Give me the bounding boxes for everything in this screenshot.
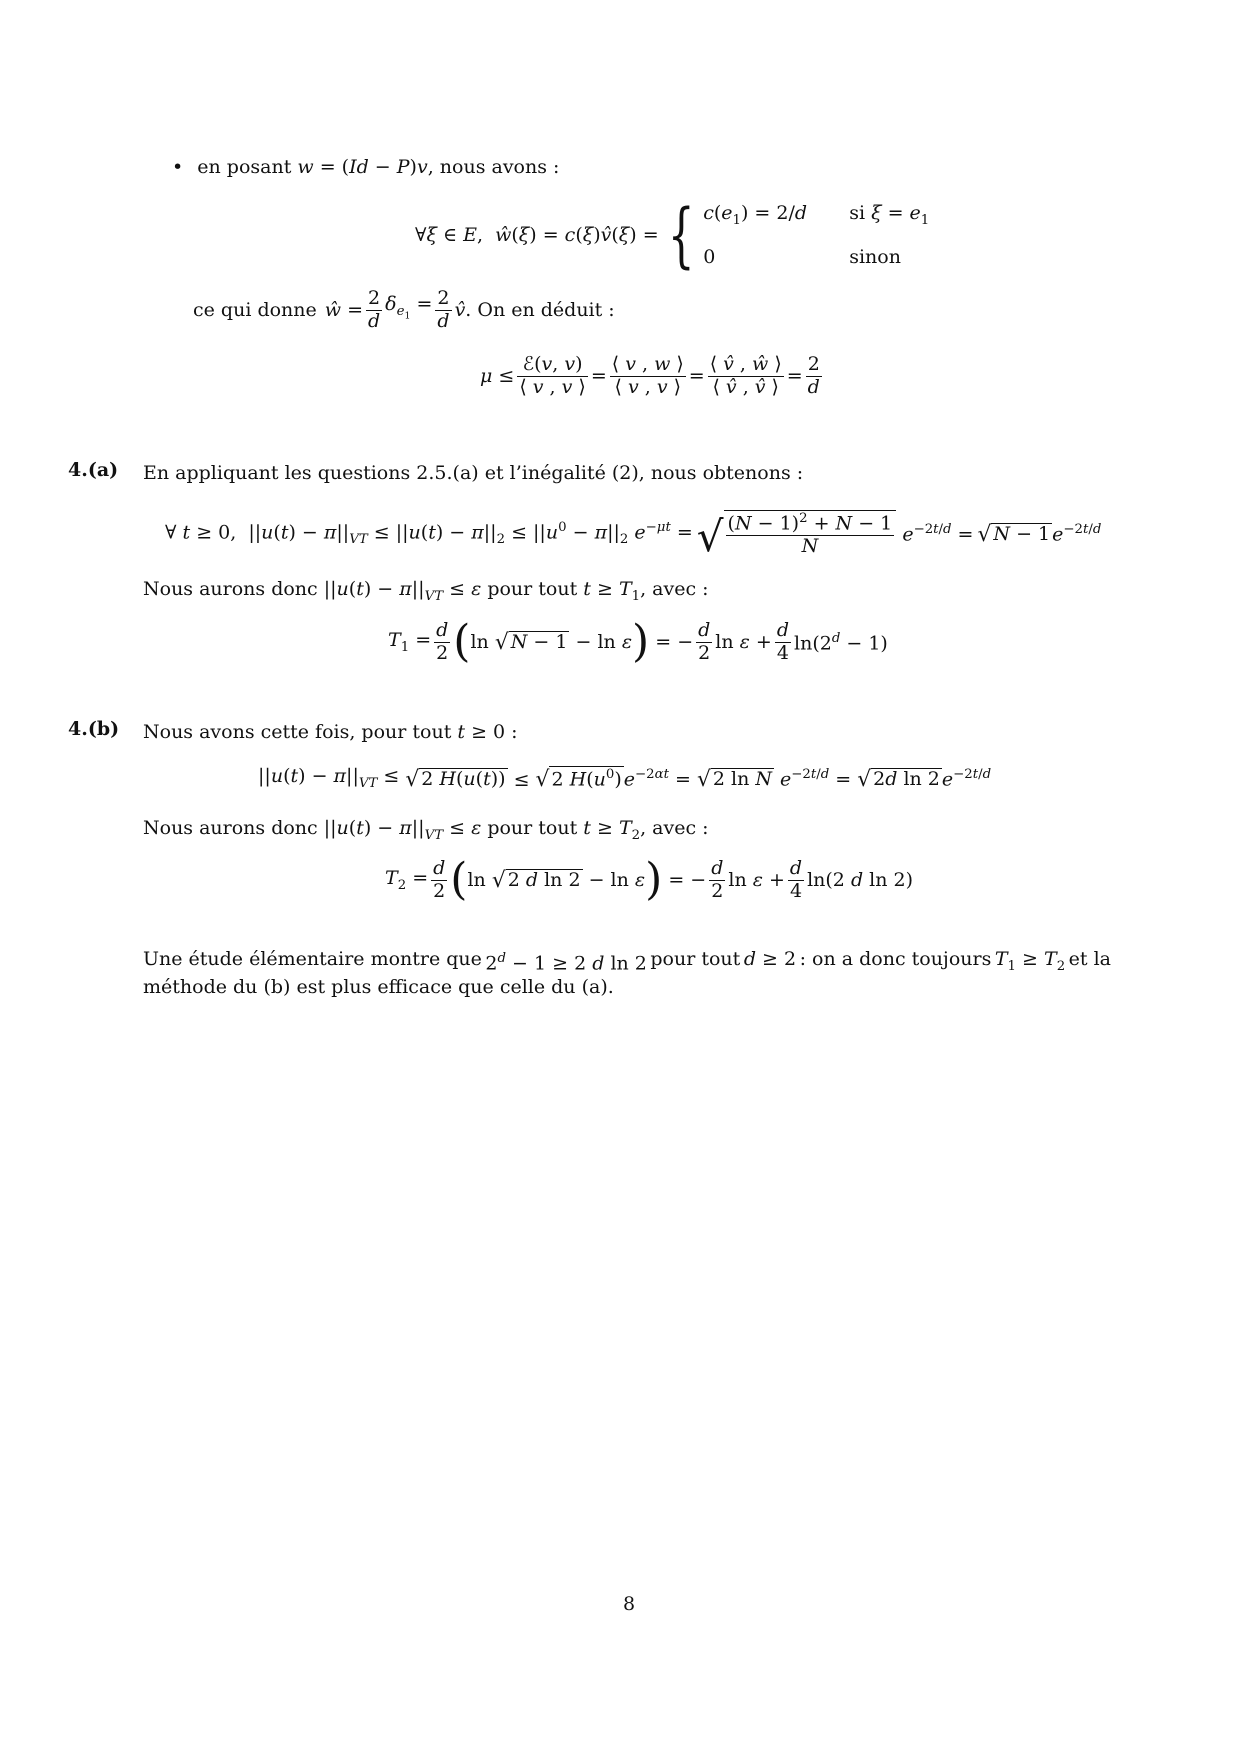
inline-math-w: w = (Id − P)v, — [297, 156, 434, 178]
case-row-2: 0 sinon — [703, 239, 929, 275]
ce-qui-donne-text: ce qui donne — [193, 299, 317, 322]
bullet-mark: • — [172, 156, 184, 178]
equation-4b: $||u(t) - \pi||_{VT}$ ≤ √ 2 H(u(t)) ≤ √ 2 $H(u^0)$ $e^{-2\alpha t}$ = √ 2 ln N $e^{-2t/d}$ = √ 2d ln 2 $e^{-2t/d}$ — [258, 765, 992, 792]
bullet-text: en posant — [197, 156, 292, 178]
q4a-conclusion: Nous aurons donc $||u(t) - \pi||_{VT} \le \varepsilon$ pour tout $t \ge T_1$, avec : — [143, 578, 709, 604]
equation-T1: $T_1$ = $\frac{d}{2}$ ( ln √ N − 1 − ln ε ) = − $\frac{d}{2}$ ln ε + $\frac{d}{4}$ $\ln(2^d - 1)$ — [388, 616, 888, 668]
page-number: 8 — [623, 1593, 636, 1615]
cases-block — [703, 195, 929, 275]
line-ce-qui-donne: ce qui donne ŵ = $\frac{2}{d}$ $\delta_{e_1}$ = $\frac{2}{d}$ v̂ . On en déduit : — [193, 287, 615, 332]
equation-w-hat — [415, 195, 929, 275]
equation-4a: ∀ t ≥ 0, $||u(t) - \pi||_{VT} \le ||u(t) - \pi||_2 \le ||u^0 - \pi||_2$ $e^{-\mu t}$ = √ $\frac{(N - 1)^2 + N - 1}{N}$ $e^{-2t/d}$ = √ N − 1 $e^{-2t/d}$ — [165, 511, 1102, 562]
q4a-label: 4.(a) — [68, 459, 119, 481]
final-paragraph-line-2: méthode du (b) est plus efficace que celle du (a). — [143, 976, 614, 998]
final-paragraph-line-1: Une étude élémentaire montre que $2^d - 1 \ge 2$ d ln 2 pour tout d ≥ 2 : on a donc toujours $T_1 \ge T_2$ et la — [143, 948, 1111, 975]
q4b-conclusion: Nous aurons donc $||u(t) - \pi||_{VT} \le \varepsilon$ pour tout $t \ge T_2$, avec : — [143, 817, 709, 843]
equation-mu: μ ≤ $\frac{\text{ℰ(v, v)}}{⟨ v , v ⟩}$ = $\frac{⟨ v , w ⟩}{⟨ v , v ⟩}$ = $\frac{⟨ v̂ , ŵ ⟩}{⟨ v̂ , v̂ ⟩}$ = $\frac{2}{d}$ — [480, 353, 820, 398]
case-row-1: $c(e_1) = 2/d$ si $\xi = e_1$ — [703, 202, 930, 228]
case-sinon: sinon — [849, 245, 901, 268]
case-si: si — [849, 202, 866, 224]
q4b-intro: Nous avons cette fois, pour tout t ≥ 0 : — [143, 721, 518, 743]
bullet-suffix: nous avons : — [439, 156, 560, 178]
equation-T2: $T_2$ = $\frac{d}{2}$ ( ln √ 2 d ln 2 − ln ε ) = − $\frac{d}{2}$ ln ε + $\frac{d}{4}$ ln(2 d ln 2) — [385, 854, 914, 906]
left-brace: { — [667, 193, 695, 276]
bullet-line-1 — [172, 153, 559, 181]
q4a-intro: En appliquant les questions 2.5.(a) et l’inégalité (2), nous obtenons : — [143, 462, 804, 484]
equation-lhs: ∀ξ ∈ E, ŵ(ξ) = c(ξ)v̂(ξ) = — [415, 223, 659, 246]
on-en-deduit-text: . On en déduit : — [465, 299, 615, 322]
q4b-label: 4.(b) — [68, 718, 120, 740]
